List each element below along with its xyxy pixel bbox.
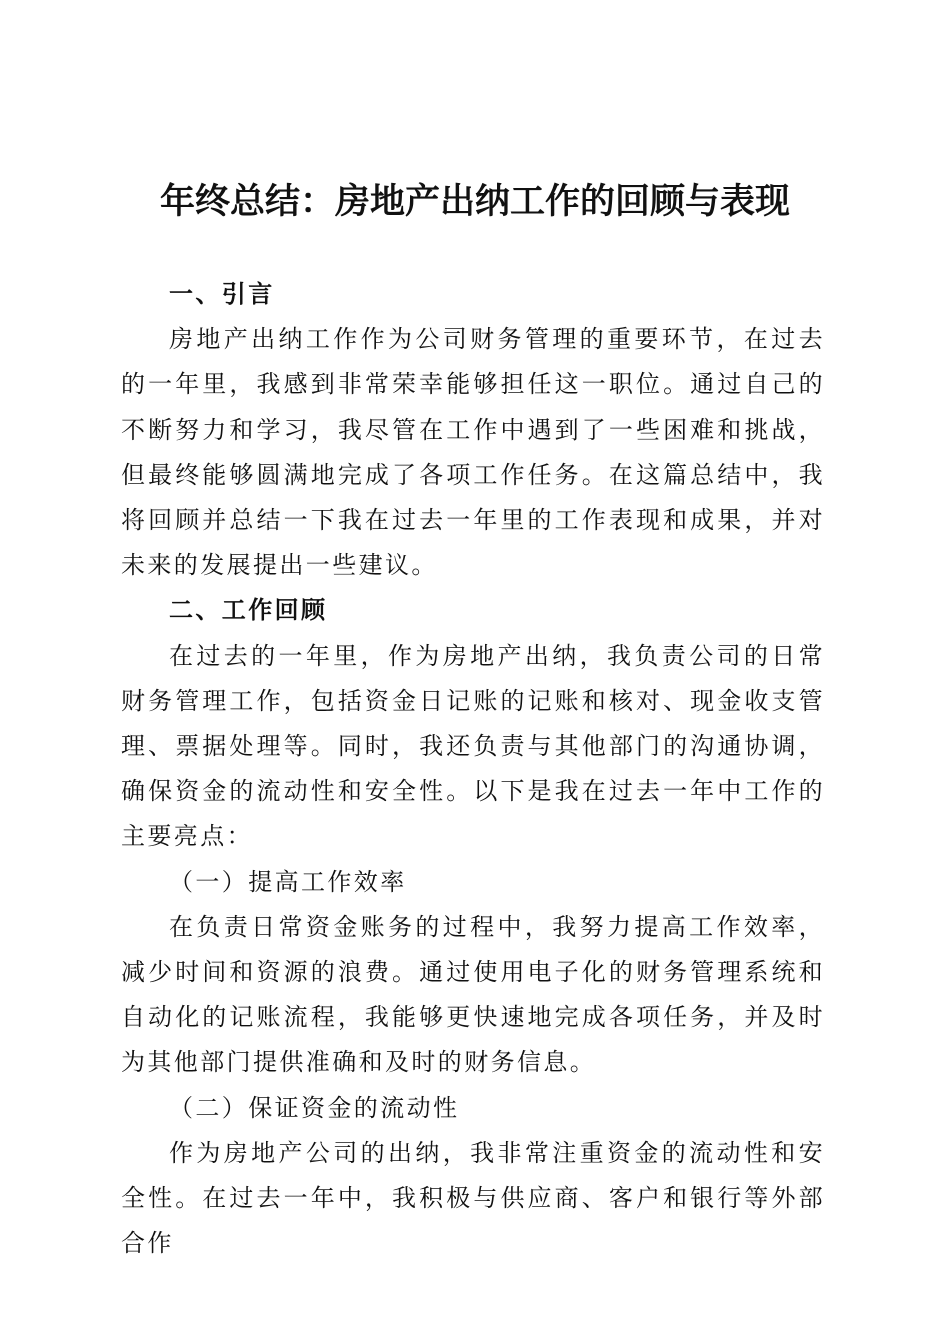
introduction-paragraph: 房地产出纳工作作为公司财务管理的重要环节，在过去的一年里，我感到非常荣幸能够担任这一职位。通过自己的不断努力和学习，我尽管在工作中遇到了一些困难和挑战，但最终能够圆满地完成了各项工作任务。在这篇总结中，我将回顾并总结一下我在过去一年里的工作表现和成果，并对未来的发展提出一些建议。 [121, 325, 825, 580]
subsection-heading-efficiency: （一）提高工作效率 [169, 867, 407, 896]
efficiency-paragraph: 在负责日常资金账务的过程中，我努力提高工作效率，减少时间和资源的浪费。通过使用电子化的财务管理系统和自动化的记账流程，我能够更快速地完成各项任务，并及时为其他部门提供准确和及时的财务信息。 [121, 912, 825, 1077]
section-heading-work-review: 二、工作回顾 [169, 596, 328, 625]
liquidity-paragraph: 作为房地产公司的出纳，我非常注重资金的流动性和安全性。在过去一年中，我积极与供应商、客户和银行等外部合作 [121, 1138, 825, 1258]
document-title: 年终总结：房地产出纳工作的回顾与表现 [159, 181, 790, 222]
work-review-paragraph: 在过去的一年里，作为房地产出纳，我负责公司的日常财务管理工作，包括资金日记账的记账和核对、现金收支管理、票据处理等。同时，我还负责与其他部门的沟通协调，确保资金的流动性和安全性。以下是我在过去一年中工作的主要亮点： [121, 641, 825, 851]
subsection-heading-liquidity: （二）保证资金的流动性 [169, 1093, 460, 1122]
section-heading-introduction: 一、引言 [169, 280, 275, 308]
document-body [121, 272, 825, 1266]
